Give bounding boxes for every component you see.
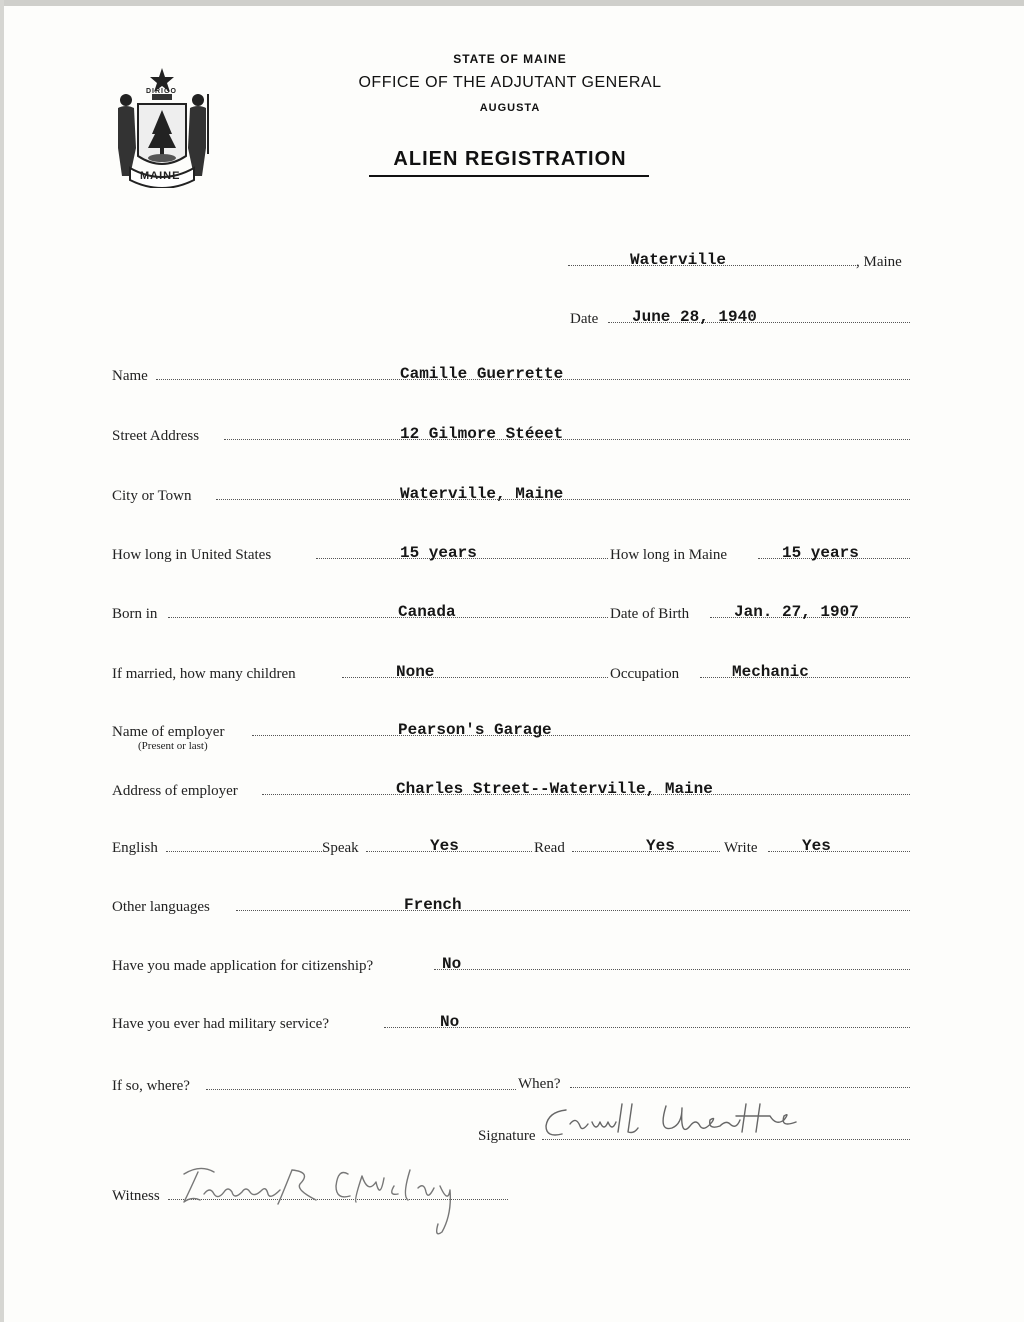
english-label: English [112, 840, 158, 856]
military-label: Have you ever had military service? [112, 1016, 329, 1032]
employer-value: Pearson's Garage [398, 721, 552, 739]
seal-banner-text: MAINE [140, 170, 181, 182]
children-value: None [396, 663, 435, 681]
how-long-us-label: How long in United States [112, 547, 272, 563]
english-line [166, 851, 322, 852]
scan-border-left [0, 0, 4, 1322]
write-label: Write [724, 840, 758, 856]
where-label: If so, where? [112, 1078, 190, 1094]
write-value: Yes [802, 837, 831, 855]
military-line [384, 1027, 910, 1028]
witness-label: Witness [112, 1188, 160, 1204]
name-value: Camille Guerrette [400, 365, 564, 383]
employer-label: Name of employer [112, 724, 225, 740]
born-in-label: Born in [112, 606, 158, 622]
city-value: Waterville, Maine [400, 485, 564, 503]
when-label: When? [518, 1076, 561, 1092]
other-languages-label: Other languages [112, 899, 210, 915]
how-long-maine-value: 15 years [782, 544, 859, 562]
speak-value: Yes [430, 837, 459, 855]
witness-signature [170, 1160, 510, 1240]
street-value: 12 Gilmore Stéeet [400, 425, 564, 443]
where-line [206, 1089, 516, 1090]
header-office: OFFICE OF THE ADJUTANT GENERAL [358, 74, 662, 91]
date-label: Date [570, 311, 599, 327]
how-long-maine-label: How long in Maine [610, 547, 728, 563]
children-line [342, 677, 608, 678]
employer-note: (Present or last) [138, 740, 208, 752]
occupation-label: Occupation [610, 666, 680, 682]
place-value: Waterville [630, 251, 727, 269]
born-in-line [168, 617, 608, 618]
when-line [570, 1087, 910, 1088]
citizenship-line [434, 969, 910, 970]
signature-label: Signature [478, 1128, 536, 1144]
header-city: AUGUSTA [479, 102, 541, 114]
other-languages-line [236, 910, 910, 911]
maine-suffix-label: , Maine [856, 254, 902, 270]
scan-border-top [0, 0, 1024, 6]
born-in-value: Canada [398, 603, 456, 621]
read-label: Read [534, 840, 565, 856]
dob-value: Jan. 27, 1907 [734, 603, 859, 621]
military-value: No [440, 1013, 460, 1031]
children-label: If married, how many children [112, 666, 296, 682]
other-languages-value: French [404, 896, 462, 914]
header-state: STATE OF MAINE [453, 52, 567, 66]
city-label: City or Town [112, 488, 192, 504]
applicant-signature [540, 1098, 840, 1148]
seal-motto-text: DIRIGO [146, 88, 177, 95]
dob-label: Date of Birth [610, 606, 690, 622]
form-title: ALIEN REGISTRATION [393, 148, 627, 170]
speak-label: Speak [322, 840, 359, 856]
write-line [768, 851, 910, 852]
street-line [224, 439, 910, 440]
citizenship-label: Have you made application for citizenship? [112, 958, 374, 974]
employer-line [252, 735, 910, 736]
date-value: June 28, 1940 [632, 308, 757, 326]
title-underline [369, 175, 649, 177]
employer-address-value: Charles Street--Waterville, Maine [396, 780, 713, 798]
citizenship-value: No [442, 955, 462, 973]
occupation-value: Mechanic [732, 663, 809, 681]
name-label: Name [112, 368, 148, 384]
street-label: Street Address [112, 428, 200, 444]
employer-address-label: Address of employer [112, 783, 238, 799]
read-value: Yes [646, 837, 675, 855]
how-long-us-value: 15 years [400, 544, 477, 562]
